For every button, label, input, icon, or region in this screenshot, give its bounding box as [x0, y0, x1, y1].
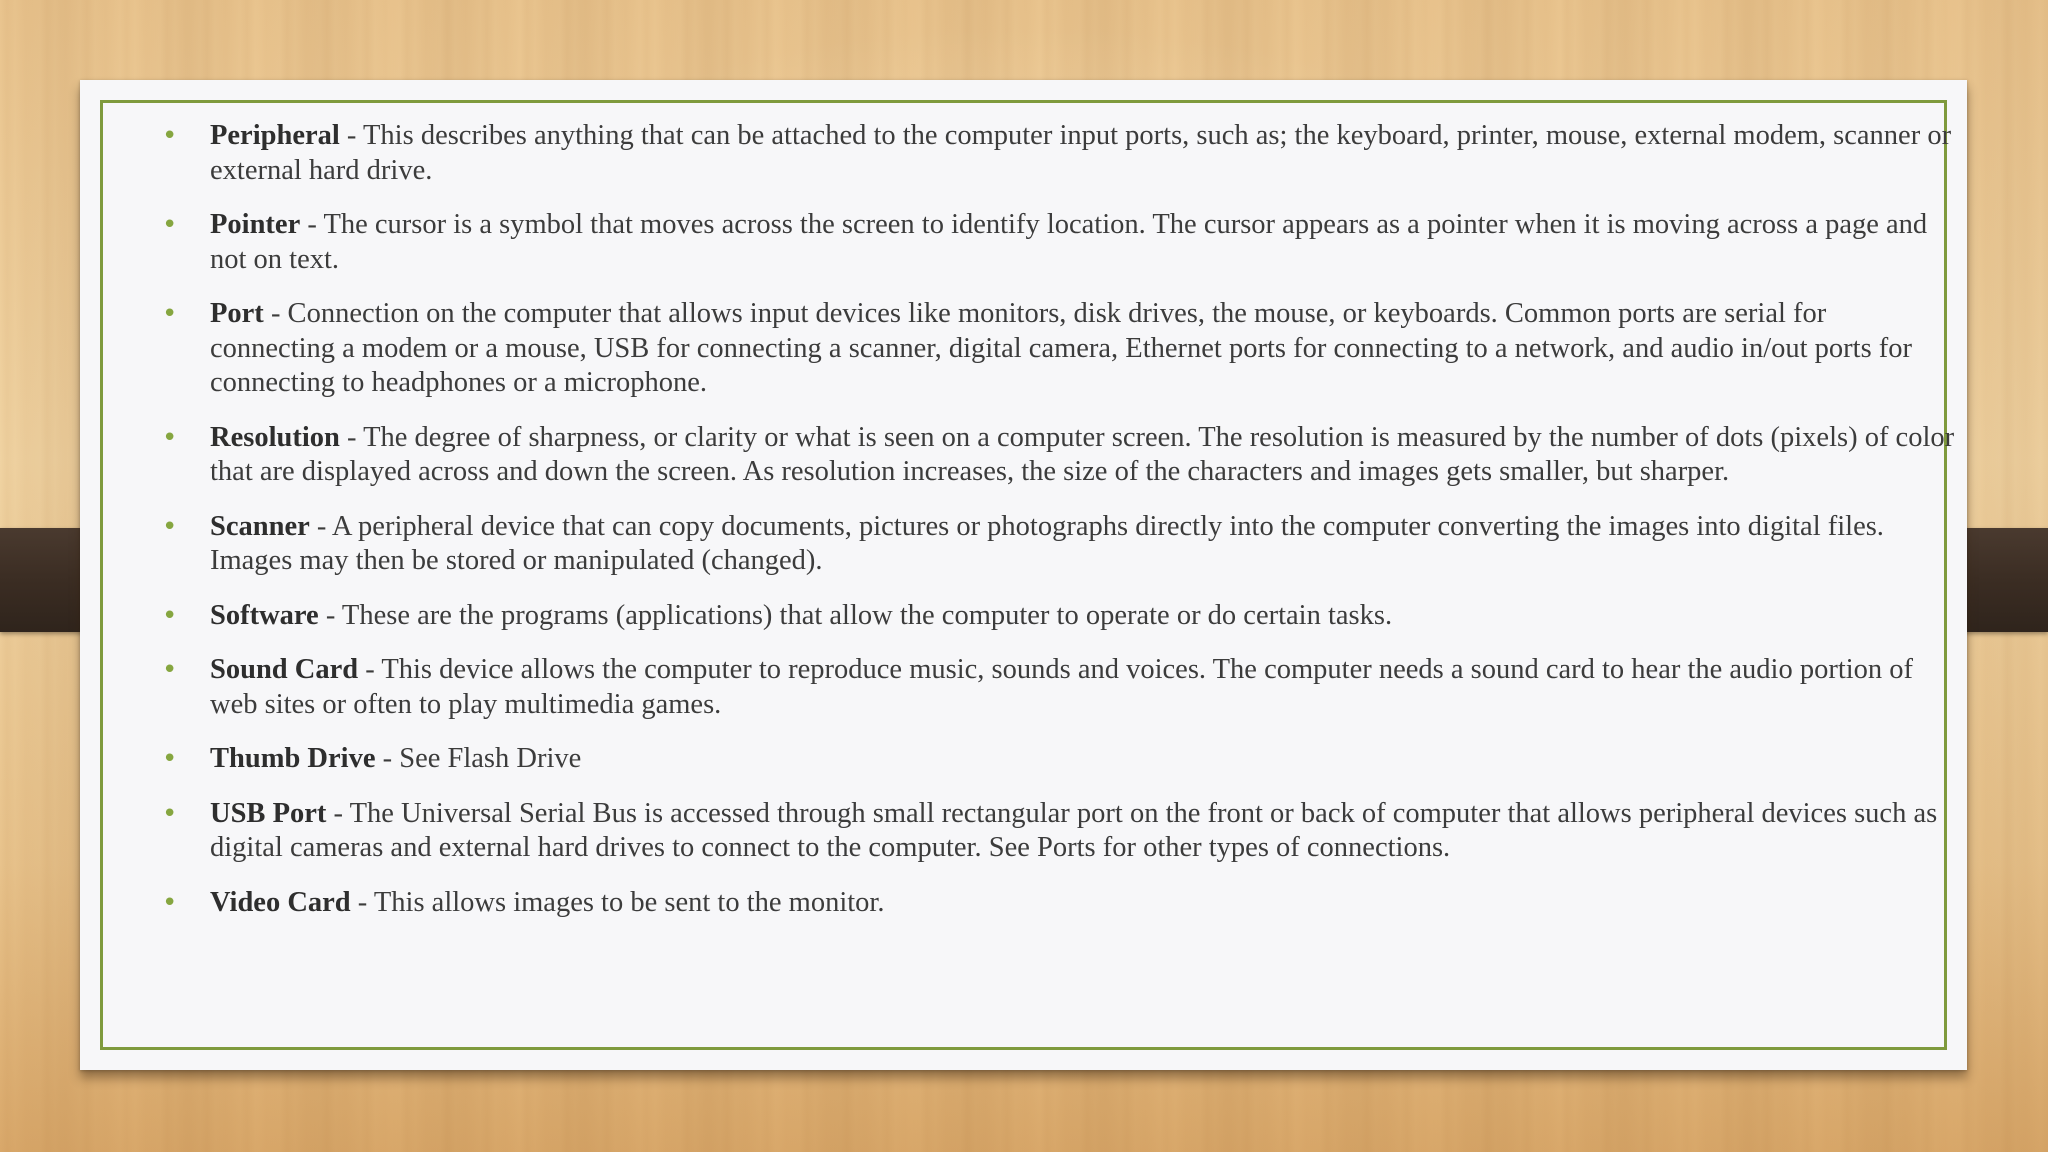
glossary-item-thumb-drive [162, 742, 1955, 777]
bullet-icon: • [162, 422, 178, 453]
glossary-term: USB Port [210, 797, 327, 829]
glossary-item-software [162, 599, 1955, 634]
bullet-icon: • [162, 798, 178, 829]
glossary-term: Video Card [210, 886, 351, 918]
bullet-icon: • [162, 744, 178, 774]
glossary-definition: - A peripheral device that can copy documents, pictures or photographs directly into the computer converting the images into digital files. Images may then be stored or manipulated (changed). [210, 510, 1884, 576]
glossary-definition: - The cursor is a symbol that moves across the screen to identify location. The cursor appears as a pointer when it is moving across a page and not on text. [210, 209, 1928, 275]
glossary-term: Thumb Drive [210, 743, 376, 774]
glossary-item-resolution [162, 421, 1955, 490]
glossary-term: Pointer [210, 209, 301, 240]
glossary-item-port [162, 297, 1955, 401]
glossary-definition: - Connection on the computer that allows input devices like monitors, disk drives, the mouse, or keyboards. Common ports are serial for connecting a modem or a mouse, USB for connecting a scanner, digital camera, Ethernet ports for connecting to a network, and audio in/out ports for connecting to headphones or a microphone. [210, 298, 1913, 398]
bullet-icon: • [162, 511, 178, 542]
glossary-item-pointer [162, 208, 1955, 277]
glossary-definition: - These are the programs (applications) that allow the computer to operate or do certain tasks. [318, 599, 1393, 631]
glossary-term: Software [210, 599, 319, 631]
glossary-item-usb-port [162, 797, 1955, 866]
slide-card [80, 80, 1967, 1070]
glossary-term: Sound Card [210, 654, 359, 685]
glossary-definition: - This allows images to be sent to the monitor. [350, 886, 885, 918]
glossary-definition: - The Universal Serial Bus is accessed through small rectangular port on the front or back of computer that allows peripheral devices such as digital cameras and external hard drives to connect to the computer. See Ports for other types of connections. [210, 797, 1938, 863]
bullet-icon: • [162, 887, 178, 918]
glossary-item-video-card [162, 886, 1955, 921]
glossary-term: Resolution [210, 421, 340, 453]
glossary-item-sound-card [162, 653, 1955, 722]
bullet-icon: • [162, 121, 178, 151]
bullet-icon: • [162, 210, 178, 240]
glossary-list [162, 119, 1955, 940]
bullet-icon: • [162, 655, 178, 685]
glossary-term: Peripheral [210, 120, 340, 151]
glossary-term: Scanner [210, 510, 310, 542]
glossary-definition: - This device allows the computer to reproduce music, sounds and voices. The computer needs a sound card to hear the audio portion of web sites or often to play multimedia games. [210, 654, 1914, 720]
glossary-item-peripheral [162, 119, 1955, 188]
glossary-definition: - This describes anything that can be attached to the computer input ports, such as; the keyboard, printer, mouse, external modem, scanner or external hard drive. [210, 120, 1952, 186]
glossary-definition: - The degree of sharpness, or clarity or what is seen on a computer screen. The resolution is measured by the number of dots (pixels) of color that are displayed across and down the screen. As resolution increases, the size of the characters and images gets smaller, but sharper. [210, 421, 1955, 487]
bullet-icon: • [162, 600, 178, 631]
glossary-definition: - See Flash Drive [375, 743, 582, 774]
glossary-item-scanner [162, 510, 1955, 579]
glossary-term: Port [210, 298, 264, 329]
bullet-icon: • [162, 299, 178, 329]
